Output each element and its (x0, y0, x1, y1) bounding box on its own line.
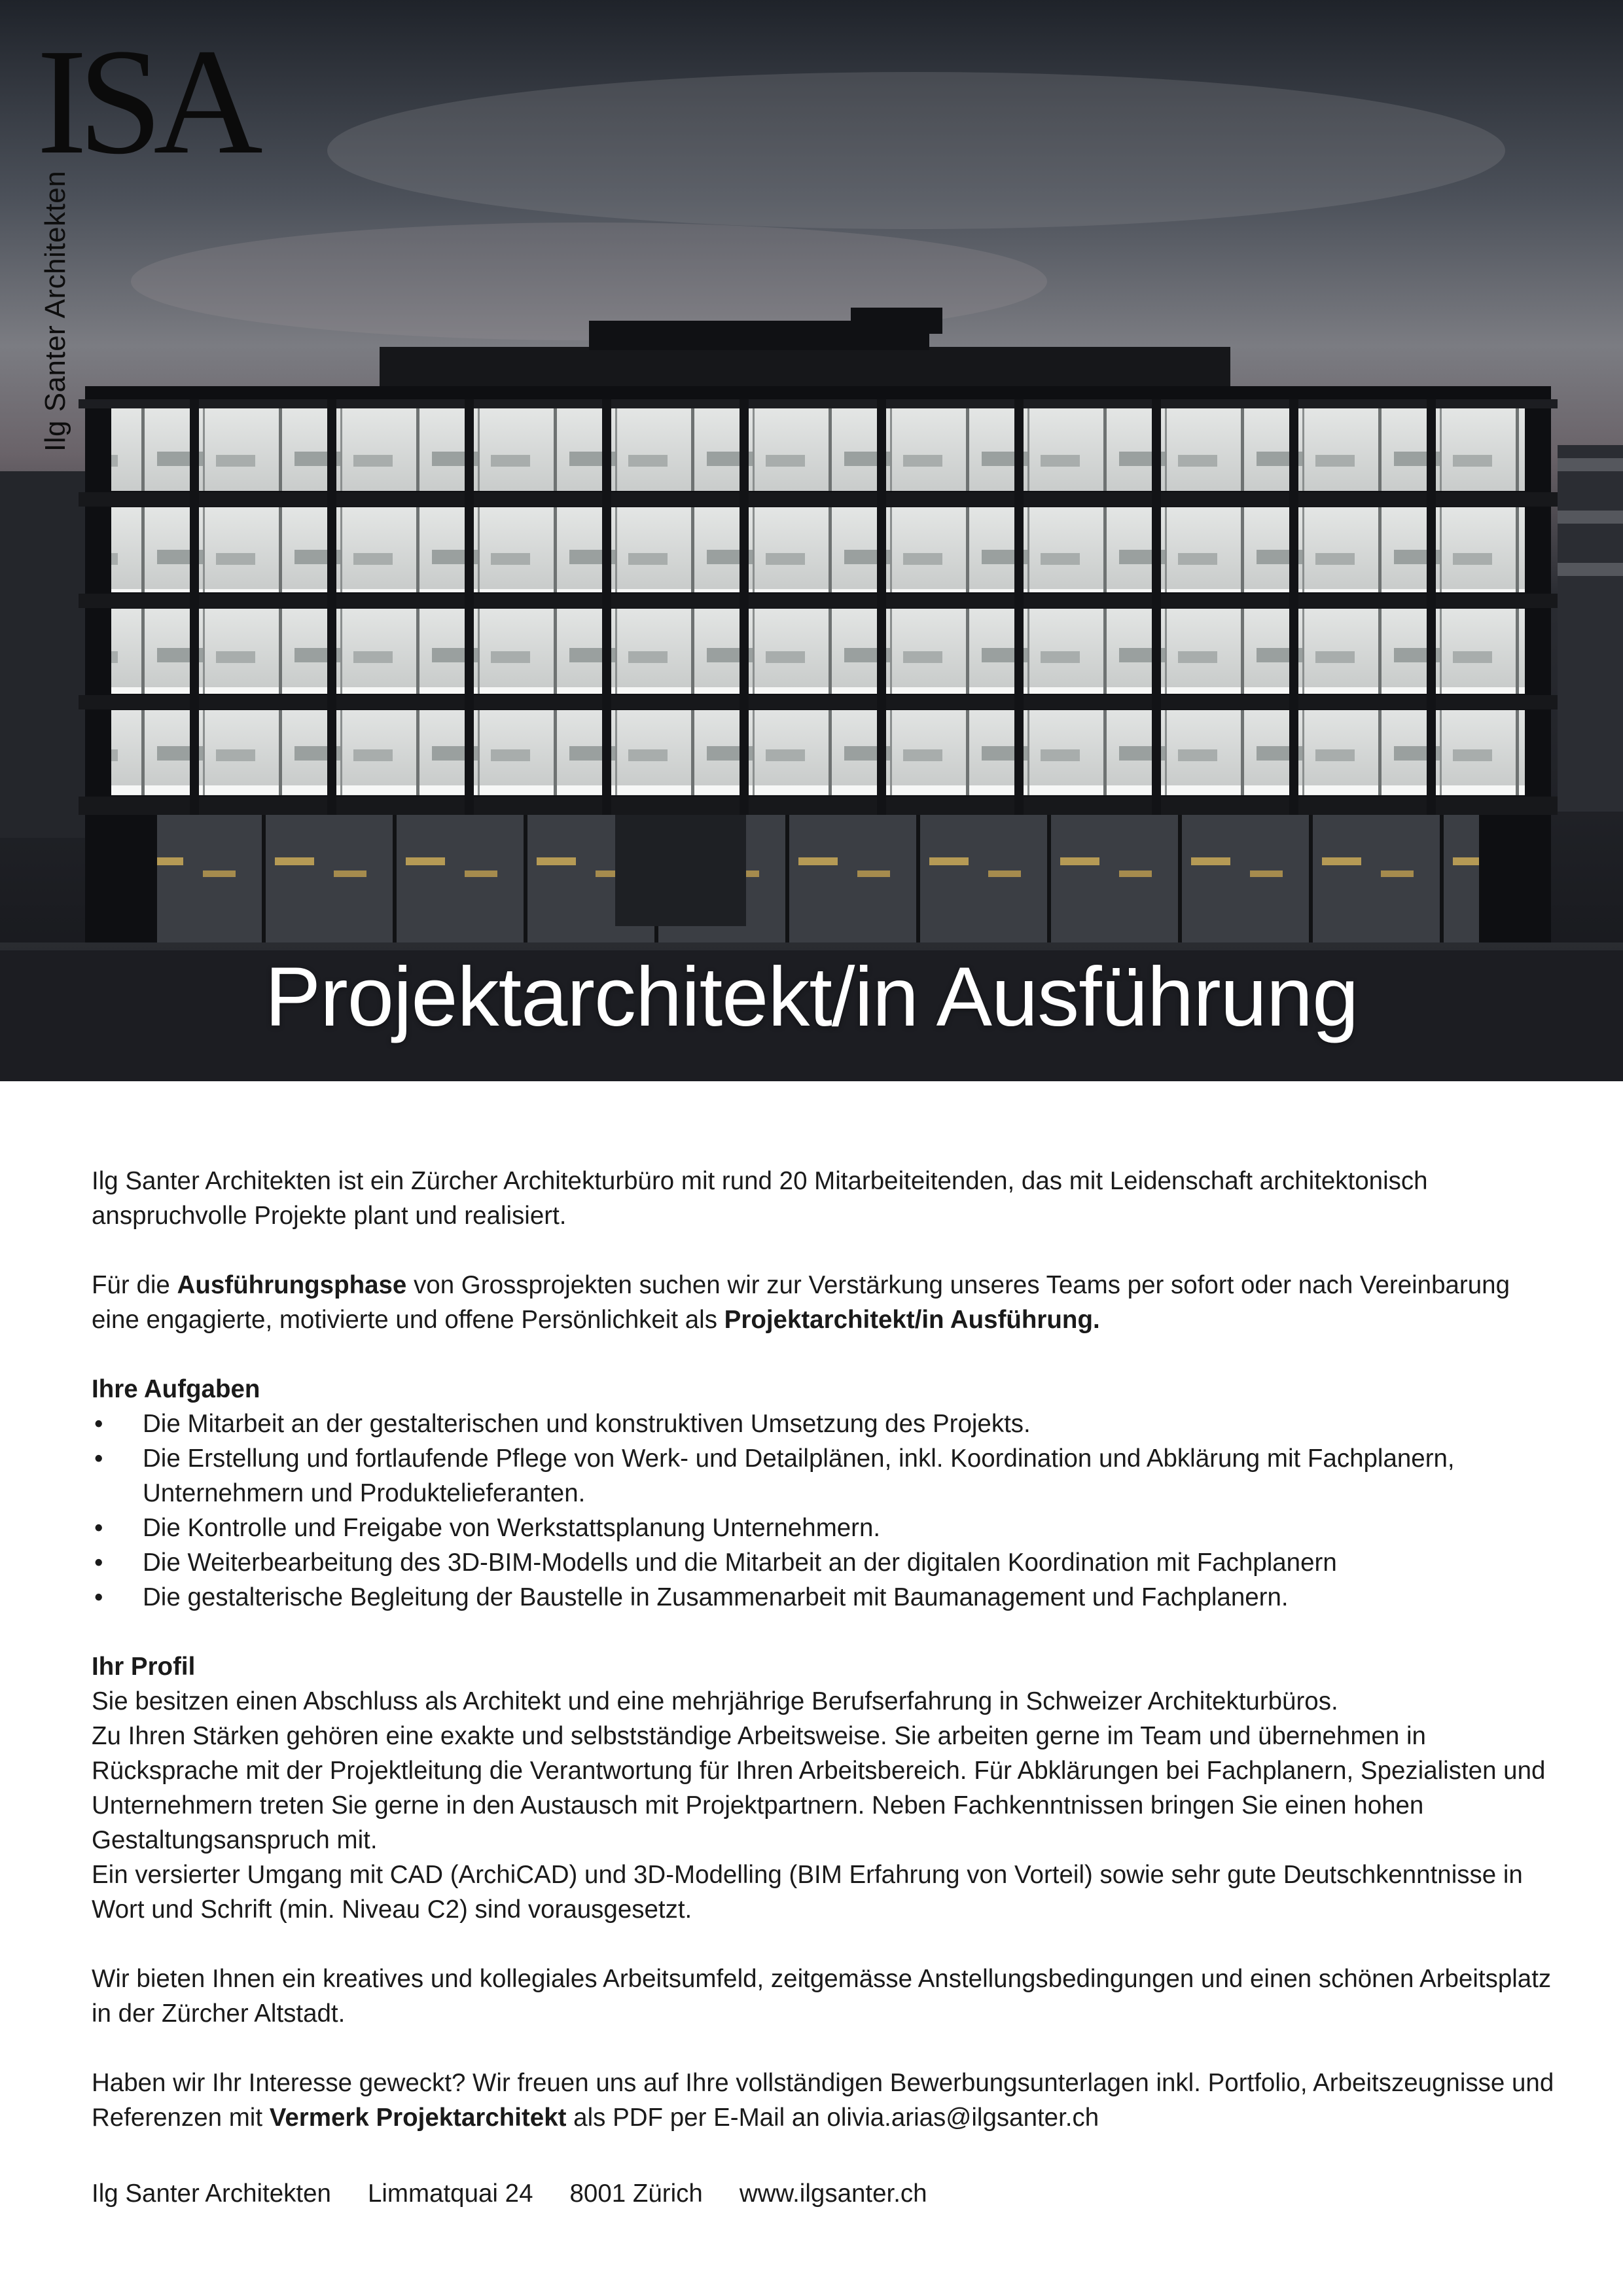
profile-paragraph-2: Zu Ihren Stärken gehören eine exakte und selbstständige Arbeitsweise. Sie arbeiten gerne im Team und übernehmen in Rücksprache mit der Projektleitung die Verantwortung für Ihren Arbeitsbereich. Für Abklärungen bei Fachplanern, Spezialisten und Unternehmern treten Sie gerne in den Austausch mit Projektpartnern. Neben Fachkenntnissen bringen Sie einen hohen Gestaltungsanspruch mit. (92, 1722, 1546, 1854)
profile-heading: Ihr Profil (92, 1653, 196, 1681)
isa-logo: ISA (37, 18, 254, 186)
intro-paragraph: Ilg Santer Architekten ist ein Zürcher Architekturbüro mit rund 20 Mitarbeiteitenden, das mit Leidenschaft architektonisch anspruchvolle Projekte plant und realisiert. (92, 1167, 1428, 1230)
job-description (92, 1164, 1558, 2135)
apply-paragraph: Haben wir Ihr Interesse geweckt? Wir freuen uns auf Ihre vollständigen Bewerbungsunterlagen inkl. Portfolio, Arbeitszeugnisse und Referenzen mit Vermerk Projektarchitekt als PDF per E-Mail an olivia.arias@ilgsanter.ch (92, 2069, 1554, 2132)
list-item: • Die gestalterische Begleitung der Baustelle in Zusammenarbeit mit Baumanagement und Fachplanern. (92, 1580, 1558, 1615)
footer-address (92, 2176, 964, 2211)
reference-highlight: Vermerk Projektarchitekt (269, 2104, 567, 2132)
tasks-list (92, 1407, 1558, 1615)
footer-website[interactable]: www.ilgsanter.ch (739, 2179, 927, 2208)
list-item: • Die Kontrolle und Freigabe von Werkstattsplanung Unternehmern. (92, 1511, 1558, 1545)
list-item: • Die Weiterbearbeitung des 3D-BIM-Modells und die Mitarbeit an der digitalen Koordination mit Fachplanern (92, 1545, 1558, 1580)
footer-firm: Ilg Santer Architekten (92, 2179, 331, 2208)
profile-paragraph-1: Sie besitzen einen Abschluss als Architekt und eine mehrjährige Berufserfahrung in Schweizer Architekturbüros. (92, 1687, 1338, 1715)
hero-image (0, 0, 1623, 1081)
footer-street: Limmatquai 24 (367, 2179, 533, 2208)
firm-name-vertical: Ilg Santer Architekten (39, 170, 71, 452)
job-title: Projektarchitekt/in Ausführung (264, 950, 1359, 1044)
footer-city: 8001 Zürich (569, 2179, 703, 2208)
list-item: • Die Erstellung und fortlaufende Pflege von Werk- und Detailplänen, inkl. Koordination und Abklärung mit Fachplanern, Unternehmern und Produktelieferanten. (92, 1441, 1558, 1511)
phase-highlight: Ausführungsphase (177, 1271, 407, 1299)
search-paragraph: Für die Ausführungsphase von Grossprojekten suchen wir zur Verstärkung unseres Teams per sofort oder nach Vereinbarung eine engagierte, motivierte und offene Persönlichkeit als Projektarchitekt/in Ausführung. (92, 1271, 1510, 1334)
list-item: • Die Mitarbeit an der gestalterischen und konstruktiven Umsetzung des Projekts. (92, 1407, 1558, 1441)
profile-paragraph-3: Ein versierter Umgang mit CAD (ArchiCAD) und 3D-Modelling (BIM Erfahrung von Vorteil) sowie sehr gute Deutschkenntnisse in Wort und Schrift (min. Niveau C2) sind vorausgesetzt. (92, 1861, 1523, 1924)
offer-paragraph: Wir bieten Ihnen ein kreatives und kollegiales Arbeitsumfeld, zeitgemässe Anstellungsbedingungen und einen schönen Arbeitsplatz in der Zürcher Altstadt. (92, 1965, 1552, 2028)
tasks-heading: Ihre Aufgaben (92, 1375, 260, 1403)
position-highlight: Projektarchitekt/in Ausführung. (724, 1306, 1100, 1334)
